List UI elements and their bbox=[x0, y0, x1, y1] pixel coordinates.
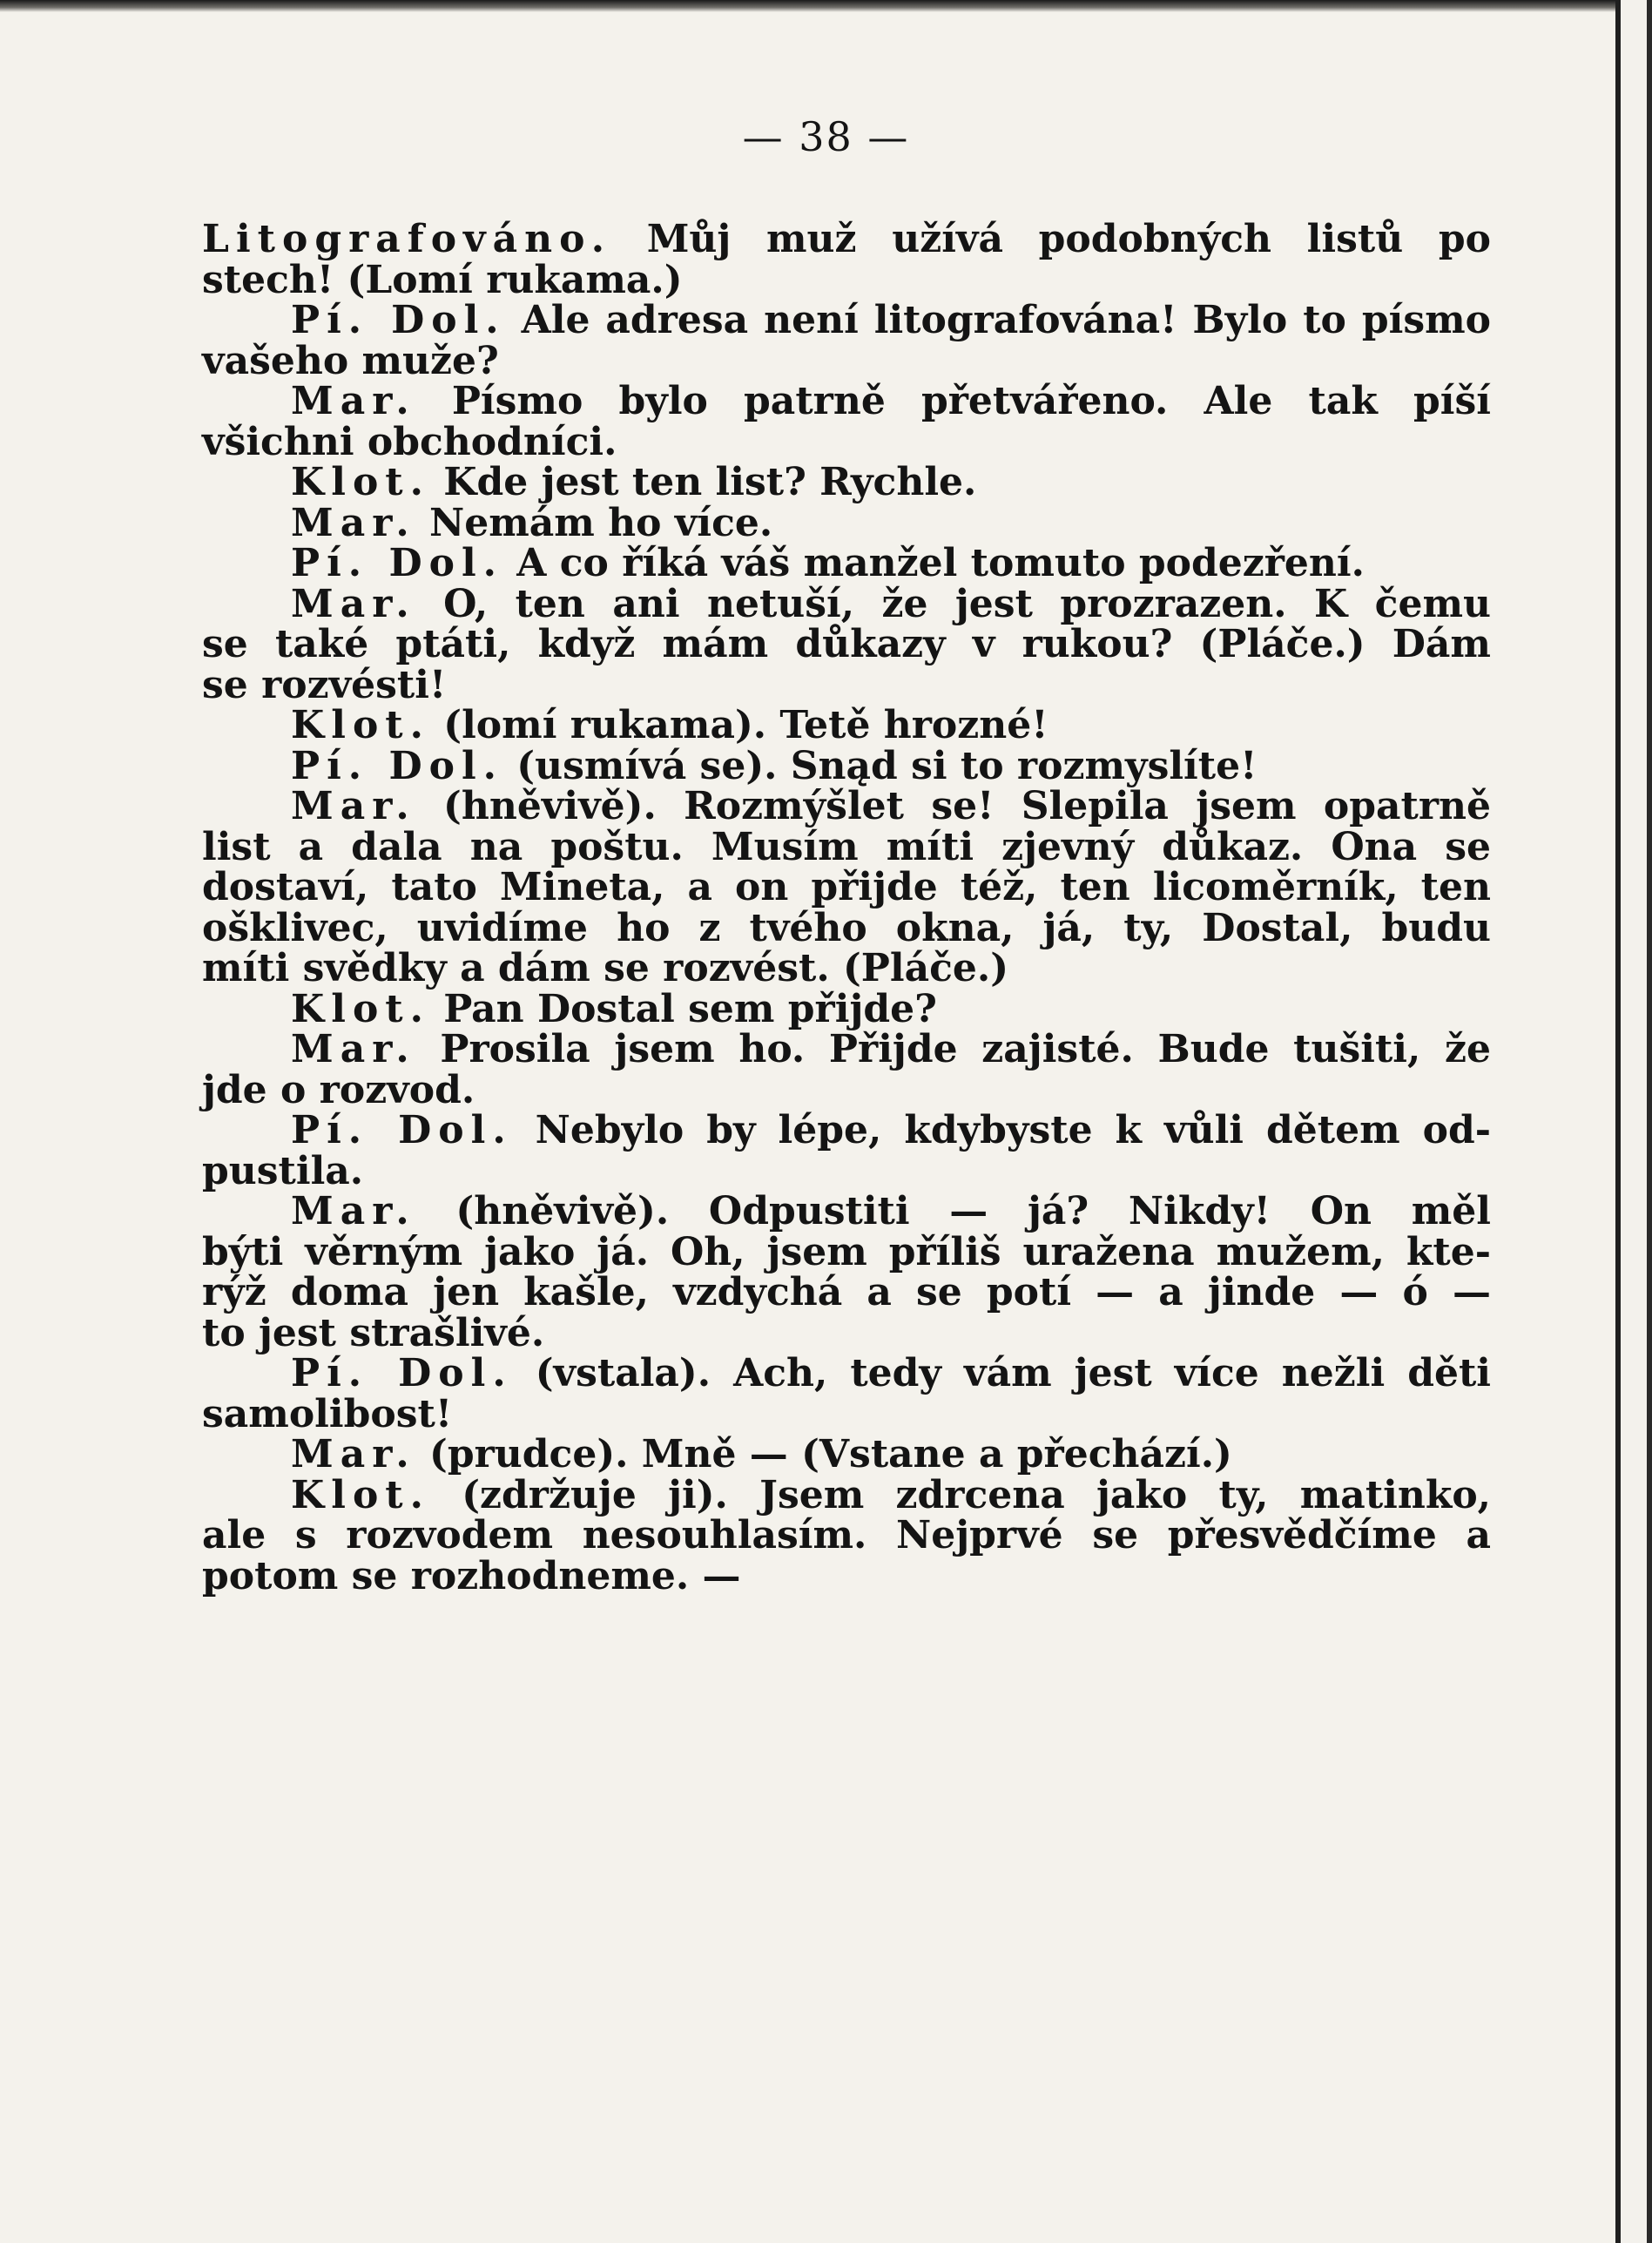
speaker-name: Mar. bbox=[291, 1027, 416, 1071]
line-text: list a dala na poštu. Musím míti zjevný důkaz. Ona se bbox=[202, 824, 1491, 869]
page-number: — 38 — bbox=[742, 113, 910, 160]
speaker-name: Pí. Dol. bbox=[291, 541, 503, 585]
line-text: stech! (Lomí rukama.) bbox=[202, 257, 683, 302]
line-text: pustila. bbox=[202, 1148, 364, 1193]
text-line bbox=[202, 1189, 1491, 1233]
line-text: to jest strašlivé. bbox=[202, 1310, 545, 1355]
text-line bbox=[202, 1553, 1491, 1598]
text-line bbox=[202, 824, 1491, 869]
line-text: dostaví, tato Mineta, a on přijde též, ten licoměrník, ten bbox=[202, 865, 1491, 909]
line-text: samolibost! bbox=[202, 1391, 453, 1436]
text-line bbox=[202, 1391, 1491, 1436]
line-text: potom se rozhodneme. — bbox=[202, 1553, 741, 1598]
speaker-name: Pí. Dol. bbox=[291, 298, 506, 342]
text-line bbox=[202, 541, 1491, 585]
line-text: Pan Dostal sem přijde? bbox=[429, 986, 937, 1031]
text-line bbox=[202, 338, 1491, 383]
speaker-name: Klot. bbox=[291, 1472, 430, 1517]
line-text: rýž doma jen kašle, vzdychá a se potí — a jinde — ó — bbox=[202, 1270, 1491, 1314]
line-text: (vstala). Ach, tedy vám jest více nežli děti bbox=[512, 1351, 1491, 1395]
speaker-name: Mar. bbox=[291, 379, 416, 423]
text-line bbox=[202, 986, 1491, 1031]
speaker-name: Mar. bbox=[291, 1432, 416, 1476]
speaker-name: Mar. bbox=[291, 784, 416, 828]
text-line bbox=[202, 1472, 1491, 1517]
scan-border-top bbox=[0, 0, 1615, 12]
speaker-name: Pí. Dol. bbox=[291, 1108, 513, 1152]
text-line bbox=[202, 1270, 1491, 1314]
line-text: vašeho muže? bbox=[202, 338, 499, 383]
text-line bbox=[202, 622, 1491, 666]
line-text: se také ptáti, když mám důkazy v rukou? (Pláče.) Dám bbox=[202, 622, 1491, 666]
text-line bbox=[202, 1108, 1491, 1152]
line-text: ale s rozvodem nesouhlasím. Nejprvé se přesvědčíme a bbox=[202, 1513, 1491, 1557]
line-text: (prudce). Mně — (Vstane a přechází.) bbox=[415, 1432, 1232, 1476]
line-text: míti svědky a dám se rozvést. (Pláče.) bbox=[202, 946, 1009, 990]
speaker-name: Litografováno. bbox=[202, 217, 612, 261]
speaker-name: Mar. bbox=[291, 1189, 416, 1233]
text-line bbox=[202, 257, 1491, 302]
line-text: ošklivec, uvidíme ho z tvého okna, já, ty, Dostal, budu bbox=[202, 905, 1491, 950]
line-text: Můj muž užívá podobných listů po bbox=[611, 217, 1491, 261]
line-text: býti věrným jako já. Oh, jsem příliš uražena mužem, kte- bbox=[202, 1229, 1491, 1274]
speaker-name: Mar. bbox=[291, 581, 416, 626]
text-line bbox=[202, 217, 1491, 261]
line-text: A co říká váš manžel tomuto podezření. bbox=[502, 541, 1365, 585]
text-line bbox=[202, 1067, 1491, 1112]
line-text: Nemám ho více. bbox=[415, 500, 773, 545]
text-line bbox=[202, 379, 1491, 423]
text-line bbox=[202, 419, 1491, 464]
text-line bbox=[202, 703, 1491, 747]
text-line bbox=[202, 1432, 1491, 1476]
text-line bbox=[202, 500, 1491, 545]
text-line bbox=[202, 1027, 1491, 1071]
line-text: Prosila jsem ho. Přijde zajisté. Bude tušiti, že bbox=[415, 1027, 1491, 1071]
line-text: jde o rozvod. bbox=[202, 1067, 475, 1112]
dialogue-text bbox=[202, 217, 1491, 1598]
text-line bbox=[202, 581, 1491, 626]
text-line bbox=[202, 905, 1491, 950]
line-text: všichni obchodníci. bbox=[202, 419, 617, 464]
line-text: (zdržuje ji). Jsem zdrcena jako ty, matinko, bbox=[429, 1472, 1491, 1517]
line-text: (usmívá se). Snąd si to rozmyslíte! bbox=[502, 743, 1258, 788]
line-text: Nebylo by lépe, kdybyste k vůli dětem od- bbox=[512, 1108, 1491, 1152]
text-line bbox=[202, 460, 1491, 504]
line-text: Ale adresa není litografována! Bylo to písmo bbox=[505, 298, 1491, 342]
line-text: O, ten ani netuší, že jest prozrazen. K čemu bbox=[415, 581, 1491, 626]
text-line bbox=[202, 946, 1491, 990]
line-text: se rozvésti! bbox=[202, 662, 447, 707]
text-line bbox=[202, 1148, 1491, 1193]
text-line bbox=[202, 784, 1491, 828]
text-line bbox=[202, 743, 1491, 788]
text-line bbox=[202, 662, 1491, 707]
line-text: Kde jest ten list? Rychle. bbox=[429, 460, 977, 504]
text-line bbox=[202, 1351, 1491, 1395]
speaker-name: Klot. bbox=[291, 460, 430, 504]
text-line bbox=[202, 1229, 1491, 1274]
speaker-name: Pí. Dol. bbox=[291, 1351, 513, 1395]
speaker-name: Klot. bbox=[291, 986, 430, 1031]
text-line bbox=[202, 1513, 1491, 1557]
scan-border-right bbox=[1615, 0, 1652, 2243]
text-line bbox=[202, 1310, 1491, 1355]
speaker-name: Pí. Dol. bbox=[291, 743, 503, 788]
text-line bbox=[202, 298, 1491, 342]
speaker-name: Klot. bbox=[291, 703, 430, 747]
speaker-name: Mar. bbox=[291, 500, 416, 545]
text-line bbox=[202, 865, 1491, 909]
line-text: (lomí rukama). Tetě hrozné! bbox=[429, 703, 1049, 747]
line-text: (hněvivě). Rozmýšlet se! Slepila jsem opatrně bbox=[415, 784, 1491, 828]
line-text: Písmo bylo patrně přetvářeno. Ale tak píší bbox=[415, 379, 1491, 423]
line-text: (hněvivě). Odpustiti — já? Nikdy! On měl bbox=[415, 1189, 1491, 1233]
